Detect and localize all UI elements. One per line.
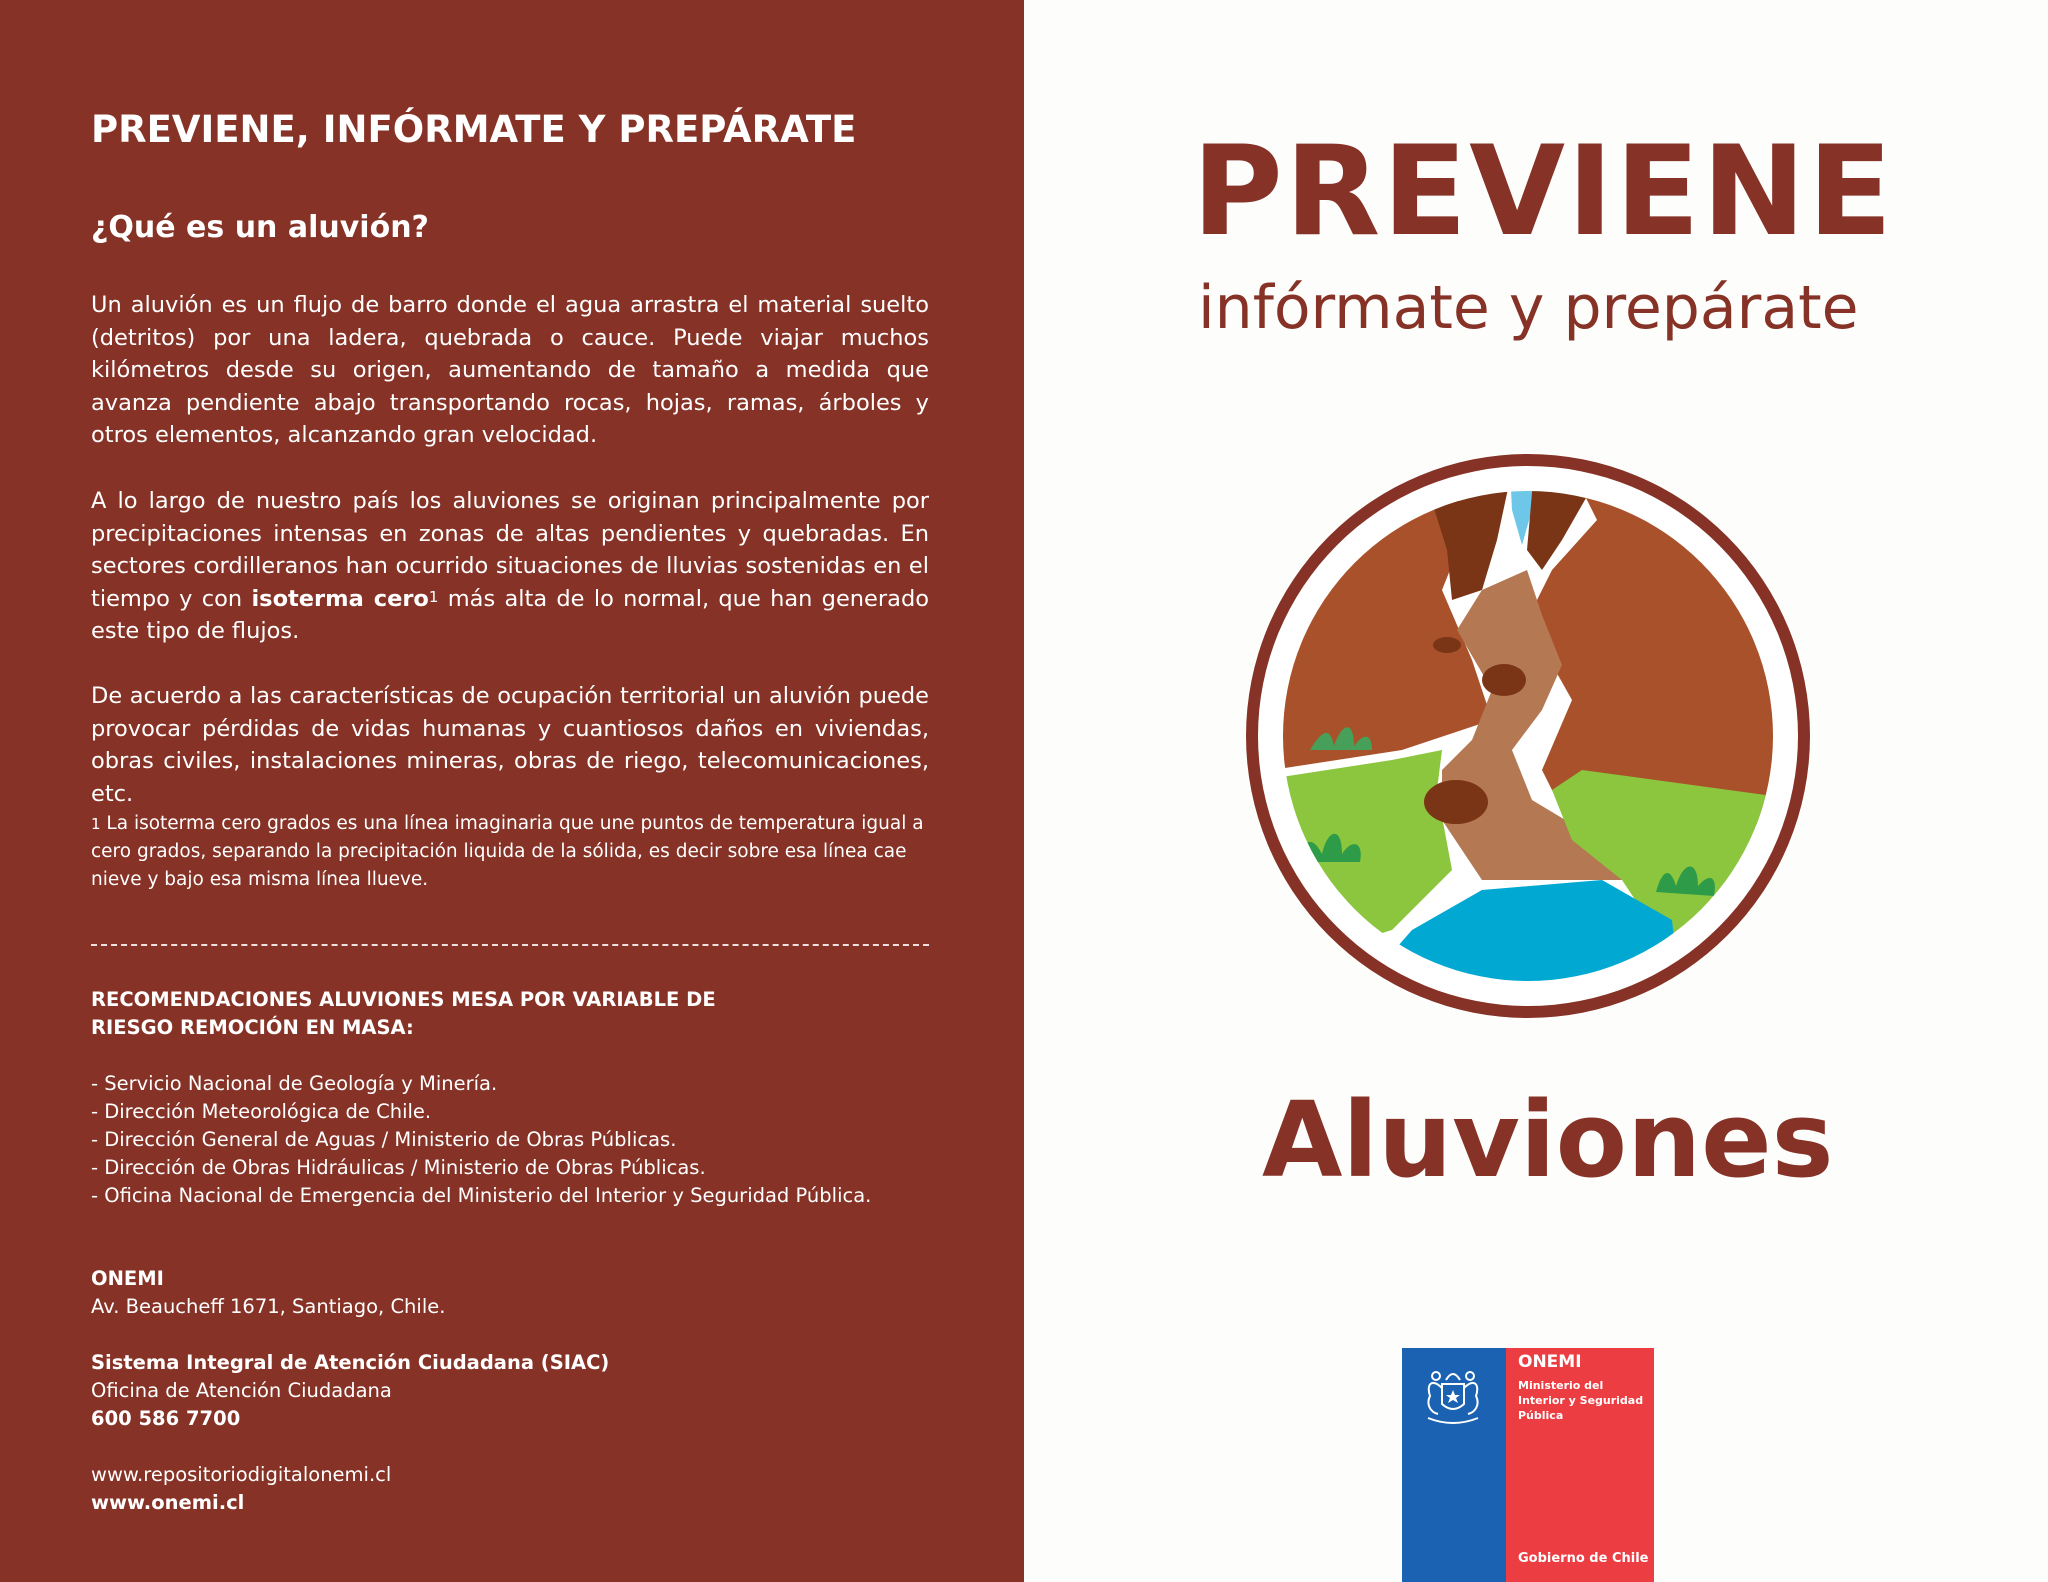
logo-onemi-text: ONEMI [1518,1352,1582,1372]
rock-large [1424,780,1488,824]
list-item: - Oficina Nacional de Emergencia del Ministerio del Interior y Seguridad Pública. [91,1184,872,1207]
question-heading: ¿Qué es un aluvión? [91,210,429,245]
dashed-divider [91,944,929,946]
footnote-mark: 1 [91,815,101,833]
footnote-ref: 1 [428,587,439,606]
footnote-text: La isoterma cero grados es una línea imaginaria que une puntos de temperatura igual a cero grados, separando la precipitación liquida de la sólida, es decir sobre esa línea cae nieve y bajo esa misma línea llueve. [91,813,924,890]
cover-subheadline: infórmate y prepárate [1198,273,1859,343]
siac-block [91,1349,609,1433]
onemi-link[interactable]: www.onemi.cl [91,1491,245,1514]
cover-topic: Aluviones [1262,1079,1834,1201]
logo-government-text: Gobierno de Chile [1518,1551,1649,1566]
recommendations-title-line-1: RECOMENDACIONES ALUVIONES MESA POR VARIABLE DE [91,988,716,1011]
siac-title: Sistema Integral de Atención Ciudadana (SIAC) [91,1351,610,1374]
list-item: - Dirección General de Aguas / Ministerio de Obras Públicas. [91,1128,677,1151]
recommendations-list [91,1070,871,1210]
paragraph-origin-text-2: más alta de lo normal, que han generado este tipo de flujos. [91,585,929,645]
logo-red-band [1506,1348,1654,1582]
paragraph-origin-text-1: A lo largo de nuestro país los aluviones se originan principalmente por precipitaciones intensas en zonas de altas pendientes y quebradas. En sectores cordilleranos han ocurrido situaciones de lluvias sostenidas en el tiempo y con [91,488,929,612]
repository-link[interactable]: www.repositoriodigitalonemi.cl [91,1463,392,1486]
logo-ministry-text: Ministerio del Interior y Seguridad Pública [1518,1379,1644,1422]
onemi-name: ONEMI [91,1267,164,1290]
paragraph-definition: Un aluvión es un flujo de barro donde el agua arrastra el material suelto (detritos) por una ladera, quebrada o cauce. Puede viajar muchos kilómetros desde su origen, aumentando de tamaño a medida que avanza pendiente abajo transportando rocas, hojas, ramas, árboles y otros elementos, alcanzando gran velocidad. [91,292,929,449]
paragraph-origin [91,485,929,648]
landscape-scene [1242,450,1814,1022]
logo-blue-band [1402,1348,1506,1582]
recommendations-title-line-2: RIESGO REMOCIÓN EN MASA: [91,1016,414,1039]
government-logo [1402,1348,1654,1582]
landslide-illustration [1242,450,1814,1022]
paragraph-impact: De acuerdo a las características de ocupación territorial un aluvión puede provocar pérdidas de vidas humanas y cuantiosos daños en viviendas, obras civiles, instalaciones mineras, obras de riego, telecomunicaciones, etc. [91,683,929,807]
footnote [91,810,929,894]
list-item: - Servicio Nacional de Geología y Minería. [91,1072,498,1095]
links-block [91,1461,391,1517]
siac-office: Oficina de Atención Ciudadana [91,1379,392,1402]
isoterma-term: isoterma cero [251,585,429,612]
recommendations-title [91,986,791,1042]
list-item: - Dirección de Obras Hidráulicas / Ministerio de Obras Públicas. [91,1156,706,1179]
siac-phone: 600 586 7700 [91,1407,241,1430]
onemi-address: Av. Beaucheff 1671, Santiago, Chile. [91,1295,446,1318]
rock-small [1433,637,1461,653]
chile-coat-of-arms-icon [1412,1354,1494,1436]
left-main-title: PREVIENE, INFÓRMATE Y PREPÁRATE [91,108,857,151]
cover-headline: PREVIENE [1192,120,1895,264]
list-item: - Dirección Meteorológica de Chile. [91,1100,432,1123]
rock-medium [1482,664,1526,696]
onemi-address-block [91,1265,445,1321]
